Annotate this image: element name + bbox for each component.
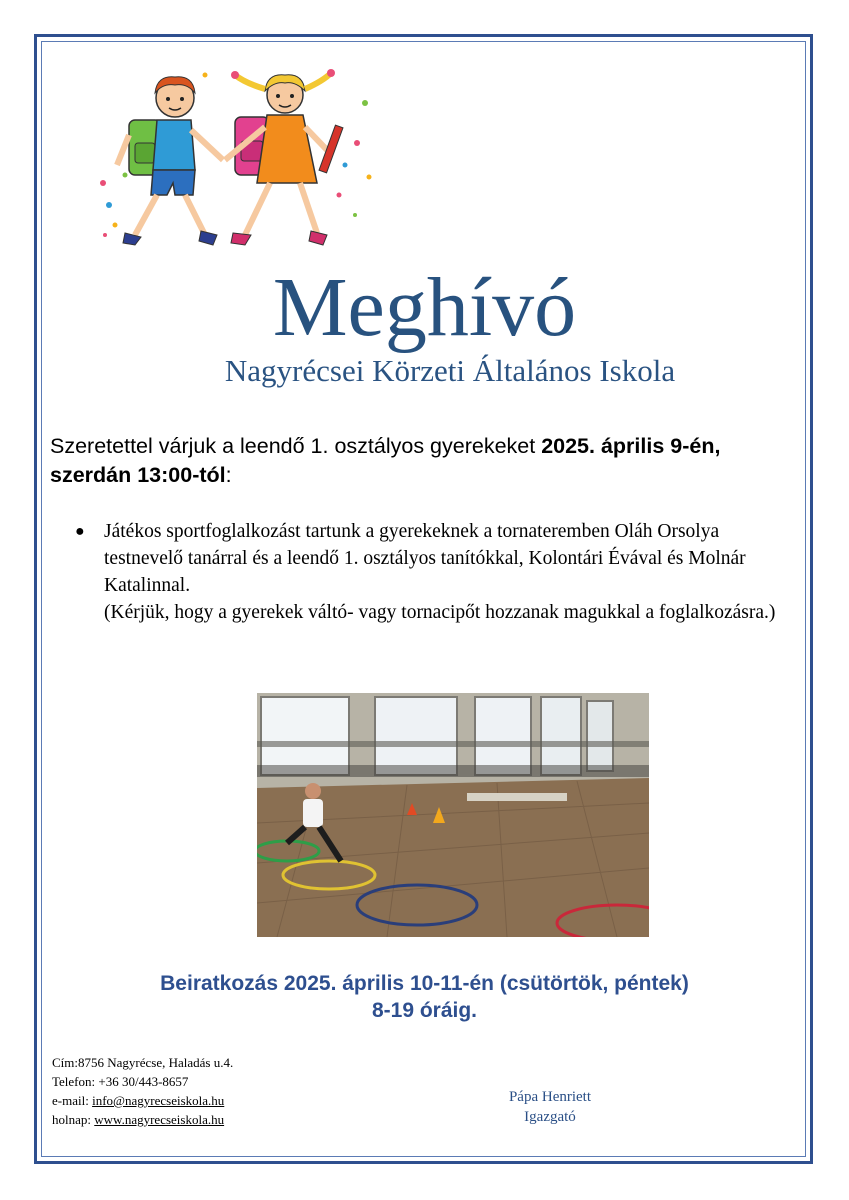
web-line: [52, 1110, 233, 1129]
program-description: [104, 518, 794, 626]
web-label: holnap:: [52, 1112, 95, 1127]
event-date: 2025. április 9-én, szerdán 13:00-tól: [50, 434, 721, 487]
enrollment-dates: Beiratkozás 2025. április 10-11-én (csütörtök, péntek): [160, 972, 689, 995]
contact-info: [52, 1053, 233, 1129]
intro-text: Szeretettel várjuk a leendő 1. osztályos gyerekeket: [50, 434, 542, 458]
phone: Telefon: +36 30/443-8657: [52, 1074, 189, 1089]
enrollment-hours: 8-19 óráig.: [371, 999, 478, 1022]
children-illustration: [95, 65, 380, 255]
intro-colon: :: [225, 463, 232, 487]
signature-block: [480, 1087, 620, 1127]
enrollment-info: [0, 970, 849, 1024]
school-name: Nagyrécsei Körzeti Általános Iskola: [224, 353, 676, 388]
bullet-icon: ●: [75, 523, 85, 540]
gym-photo: [257, 693, 649, 937]
email-line: [52, 1091, 233, 1110]
email-label: e-mail:: [52, 1093, 93, 1108]
program-note: (Kérjük, hogy a gyerekek váltó- vagy tornacipőt hozzanak magukkal a foglalkozásra.): [104, 602, 776, 623]
email-link[interactable]: info@nagyrecseiskola.hu: [92, 1093, 225, 1108]
address: Cím:8756 Nagyrécse, Haladás u.4.: [52, 1055, 234, 1070]
program-text: Játékos sportfoglalkozást tartunk a gyerekeknek a tornateremben Oláh Orsolya testnevelő tanárral és a leendő 1. osztályos tanítókkal, Kolontári Évával és Molnár Katalinnal.: [104, 521, 746, 596]
principal-role: Igazgató: [524, 1109, 576, 1125]
page-title: Meghívó: [272, 261, 577, 354]
website-link[interactable]: www.nagyrecseiskola.hu: [94, 1112, 225, 1127]
principal-name: Pápa Henriett: [508, 1089, 592, 1105]
invitation-intro: [50, 432, 790, 490]
